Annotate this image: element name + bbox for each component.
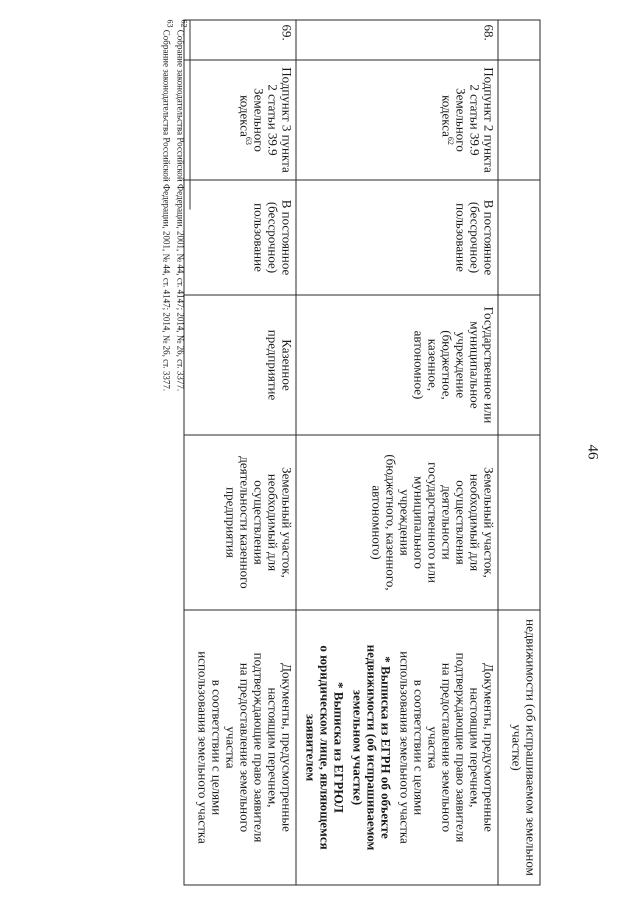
table-row-continued — [498, 20, 540, 885]
cell-documents: Документы, предусмотренные настоящим перечнем, подтверждающие право заявителя на предоставление земельного участка в соответствии с целями использования земельного участка — [184, 610, 296, 885]
cell-entity: Государственное или муниципальное учреждение (бюджетное, казенное, автономное) — [296, 295, 498, 435]
table-row — [184, 20, 296, 885]
footnotes — [157, 20, 190, 885]
cell-article — [296, 60, 498, 180]
cell-entity: Казенное предприятие — [184, 295, 296, 435]
footnote-item — [174, 19, 188, 885]
cell-right-type: В постоянное (бессрочное) пользование — [296, 180, 498, 295]
rotated-page-content — [100, 20, 540, 885]
page-number: 46 — [584, 444, 601, 460]
cell-land-plot: Земельный участок, необходимый для осуществления деятельности государственного или муниципального учреждения (бюджетного, казенного, автономного) — [296, 435, 498, 610]
cell-number: 69. — [184, 20, 296, 60]
footnote-text: Собрание законодательства Российской Федерации, 2001, № 44, ст. 4147; 2014, № 26, ст. 3377. — [161, 29, 171, 392]
documents-egrn-text: * Выписка из ЕГРН об объекте недвижимости (об испрашиваемом земельном участке) — [350, 644, 393, 851]
cell-article — [498, 60, 540, 180]
cell-land-plot — [498, 435, 540, 610]
table-row — [296, 20, 498, 885]
footnote-ref: 63 — [243, 136, 253, 145]
documents-egrul-text: * Выписка из ЕГРЮЛ о юридическом лице, являющемся заявителем — [303, 645, 346, 850]
article-text: Подпункт 3 пункта 2 статьи 39.9 Земельного кодекса — [237, 67, 294, 173]
footnote-mark: 63 — [165, 19, 174, 28]
cell-documents: недвижимости (об испрашиваемом земельном участке) — [498, 610, 540, 885]
footnote-text: Собрание законодательства Российской Федерации, 2001, № 44, ст. 4147; 2014, № 26, ст. 3377. — [175, 29, 185, 392]
footnote-divider — [189, 20, 190, 210]
cell-number: 68. — [296, 20, 498, 60]
footnote-item — [160, 19, 174, 885]
article-text: Подпункт 2 пункта 2 статьи 39.9 Земельного кодекса — [439, 67, 496, 173]
cell-right-type: В постоянное (бессрочное) пользование — [184, 180, 296, 295]
cell-article — [184, 60, 296, 180]
footnote-mark: 62 — [179, 19, 188, 28]
cell-right-type — [498, 180, 540, 295]
cell-land-plot: Земельный участок, необходимый для осуществления деятельности казенного предприятия — [184, 435, 296, 610]
cell-documents — [296, 610, 498, 885]
cell-entity — [498, 295, 540, 435]
cell-number — [498, 20, 540, 60]
document-table — [183, 20, 540, 886]
documents-main-text: Документы, предусмотренные настоящим перечнем, подтверждающие право заявителя на предоставление земельного участка в соответствии с целями использования земельного участка — [397, 651, 496, 844]
footnote-ref: 62 — [445, 136, 455, 145]
